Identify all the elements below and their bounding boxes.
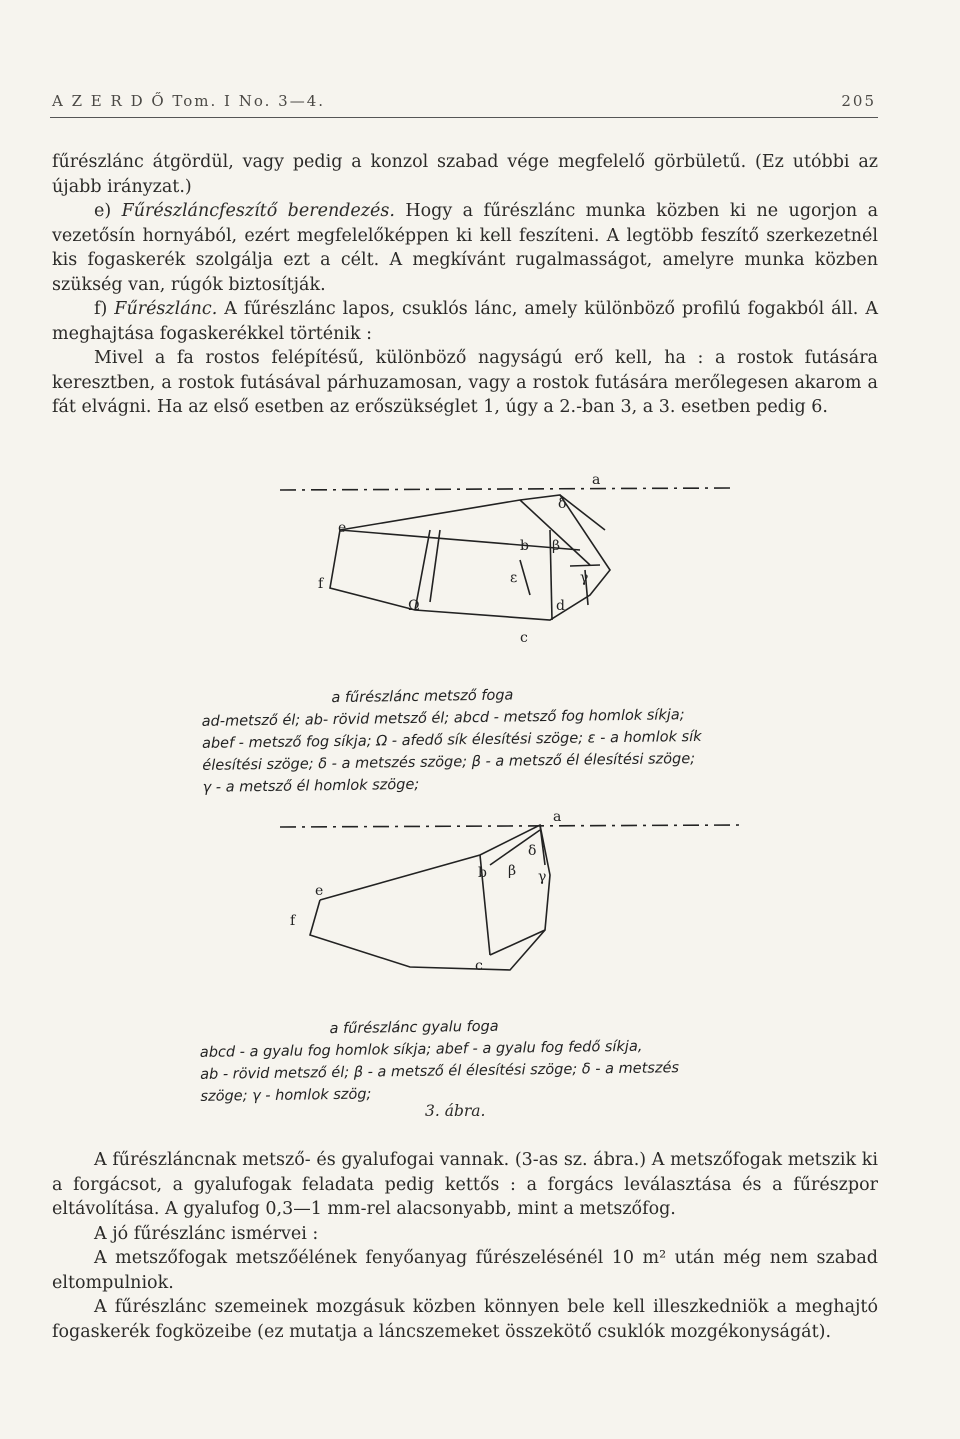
header-rule xyxy=(50,117,878,118)
fig1-label-b: b xyxy=(520,538,529,554)
fig1-label-omega: Ω xyxy=(408,598,420,614)
fig1-label-a: a xyxy=(592,472,601,488)
paragraph: A jó fűrészlánc ismérvei : xyxy=(94,1223,319,1244)
caption-line: γ - a metsző él homlok szöge; xyxy=(202,776,420,796)
paragraph: fűrészlánc átgördül, vagy pedig a konzol szabad vége megfelelő görbületű. (Ez utóbbi az újabb irányzat.) xyxy=(52,152,878,197)
caption-title: a fűrészlánc gyalu foga xyxy=(329,1018,499,1038)
caption-line: abcd - a gyalu fog homlok síkja; abef - a gyalu fog fedő síkja, xyxy=(199,1038,643,1061)
section-heading: Fűrészláncfeszítő berendezés. xyxy=(121,201,395,221)
paragraph: A metszőfogak metszőélének fenyőanyag fűrészelésénél 10 m² után még nem szabad eltompulniok. xyxy=(52,1248,878,1293)
running-header xyxy=(52,92,876,110)
fig1-label-f: f xyxy=(318,576,324,592)
caption-line: élesítési szöge; δ - a metszés szöge; β - a metsző él élesítési szöge; xyxy=(202,751,696,774)
body-text-top xyxy=(52,150,878,420)
figure1-caption xyxy=(201,679,902,799)
caption-line: szöge; γ - homlok szög; xyxy=(200,1086,372,1105)
fig2-label-beta: β xyxy=(508,863,517,879)
caption-line: abef - metsző fog síkja; Ω - afedő sík élesítési szöge; ε - a homlok sík xyxy=(201,728,702,752)
paragraph-feszito: e) Fűrészláncfeszítő berendezés. Hogy a fűrészlánc munka közben ki ne ugorjon a vezetősín hornyából, ezért megfelelőképpen ki kell feszíteni. A legtöbb feszítő szerkezetnél kis fogaskerék szolgálja ezt a célt. A megkívánt rugalmasságot, amelyre munka közben szükség van, rúgók biztosítják. xyxy=(52,201,879,295)
caption-line: ab - rövid metsző él; β - a metsző él élesítési szöge; δ - a metszés xyxy=(200,1060,680,1083)
paragraph-fureszlanc: f) Fűrészlánc. A fűrészlánc lapos, csuklós lánc, amely különböző profilú fogakból áll. A meghajtása fogaskerékkel történik : xyxy=(52,299,878,344)
figure2-caption xyxy=(199,1010,900,1108)
fig2-label-gamma: γ xyxy=(538,869,547,885)
fig1-label-gamma: γ xyxy=(580,570,589,586)
paragraph: A fűrészláncnak metsző- és gyalufogai vannak. (3-as sz. ábra.) A metszőfogak metszik ki a forgácsot, a gyalufogak feladata pedig kettős : a forgács leválasztása és a fűrészpor eltávolítása. A gyalufog 0,3—1 mm-rel alacsonyabb, mint a metszőfog. xyxy=(52,1150,878,1219)
fig1-label-epsilon: ε xyxy=(510,570,518,586)
page-number: 205 xyxy=(841,92,876,110)
fig2-label-b: b xyxy=(478,865,487,881)
fig1-label-delta: δ xyxy=(558,496,567,512)
fig2-label-c: c xyxy=(475,958,483,974)
caption-line: ad-metsző él; ab- rövid metsző él; abcd - metsző fog homlok síkja; xyxy=(201,707,685,730)
fig1-label-c: c xyxy=(520,630,528,646)
paragraph: Mivel a fa rostos felépítésű, különböző nagyságú erő kell, ha : a rostok futására keresztben, a rostok futásával párhuzamosan, vagy a rostok futására merőlegesen akarom a fát elvágni. Ha az első esetben az erőszükséglet 1, úgy a 2.-ban 3, a 3. esetben pedig 6. xyxy=(52,348,878,417)
fig2-label-e: e xyxy=(315,883,324,899)
journal-title: A Z E R D Ő Tom. I No. 3—4. xyxy=(52,92,326,110)
fig1-label-d: d xyxy=(556,598,565,614)
fig1-label-beta: β xyxy=(552,538,561,554)
body-text-bottom xyxy=(52,1148,878,1344)
figure-raker-tooth xyxy=(190,805,750,1005)
fig2-label-delta: δ xyxy=(528,843,537,859)
figure-cutter-tooth xyxy=(190,470,750,680)
fig1-label-e: e xyxy=(338,520,347,536)
caption-title: a fűrészlánc metsző foga xyxy=(331,687,514,707)
section-heading: Fűrészlánc. xyxy=(114,299,218,319)
paragraph: A fűrészlánc szemeinek mozgásuk közben könnyen bele kell illeszkedniök a meghajtó fogaskerék fogközeibe (ez mutatja a láncszemeket összekötő csuklók mozgékonyságát). xyxy=(52,1297,878,1342)
fig2-label-a: a xyxy=(553,809,562,825)
figure-number: 3. ábra. xyxy=(425,1102,486,1120)
fig2-label-f: f xyxy=(290,913,296,929)
